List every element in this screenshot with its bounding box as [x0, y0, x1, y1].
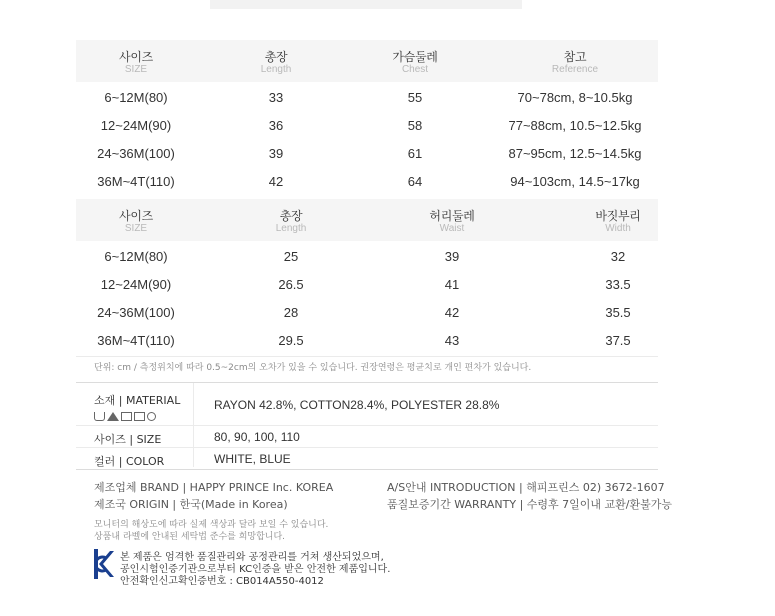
- unit-note: 단위: cm / 측정위치에 따라 0.5~2cm의 오차가 있을 수 있습니다. 권장연령은 평균치로 개인 편차가 있습니다.: [94, 363, 532, 373]
- cell-chest: 58: [407, 118, 423, 133]
- kc-line-1: 본 제품은 엄격한 품질관리와 공정관리를 거쳐 생산되었으며,: [120, 552, 384, 563]
- cell-reference: 77~88cm, 10.5~12.5kg: [508, 118, 642, 133]
- monitor-note: 모니터의 해상도에 따라 실제 색상과 달라 보일 수 있습니다.: [94, 520, 329, 530]
- table-row: [76, 271, 658, 299]
- color-value: WHITE, BLUE: [214, 452, 291, 466]
- table-row: [76, 112, 658, 140]
- table-row: [76, 168, 658, 196]
- divider: [76, 469, 658, 470]
- cell-reference: 87~95cm, 12.5~14.5kg: [508, 146, 642, 161]
- laundry-note: 상품내 라벨에 안내된 세탁법 준수를 희망합니다.: [94, 532, 286, 542]
- cell-length: 39: [268, 146, 284, 161]
- material-label: 소재 | MATERIAL: [94, 394, 181, 407]
- cell-width: 35.5: [605, 305, 631, 320]
- wash-icon: [94, 412, 105, 421]
- origin-info: 제조국 ORIGIN | 한국(Made in Korea): [94, 498, 288, 511]
- header-waist: 허리둘레 Waist: [429, 209, 475, 234]
- cell-chest: 64: [407, 174, 423, 189]
- table-row: [76, 327, 658, 355]
- cell-waist: 42: [444, 305, 460, 320]
- dry-icon: [121, 412, 132, 421]
- cell-reference: 94~103cm, 14.5~17kg: [510, 174, 640, 189]
- as-info: A/S안내 INTRODUCTION | 해피프린스 02) 3672-1607: [387, 481, 665, 494]
- cell-width: 33.5: [605, 277, 631, 292]
- cell-length: 29.5: [278, 333, 304, 348]
- header-size: 사이즈 SIZE: [119, 209, 153, 234]
- header-length: 총장 Length: [260, 50, 292, 75]
- iron-icon: [134, 412, 145, 421]
- bleach-icon: [107, 412, 119, 421]
- cell-length: 42: [268, 174, 284, 189]
- table-row: [76, 84, 658, 112]
- cell-waist: 43: [444, 333, 460, 348]
- header-length: 총장 Length: [275, 209, 307, 234]
- color-label: 컬러 | COLOR: [94, 455, 165, 468]
- cell-length: 36: [268, 118, 284, 133]
- header-size: 사이즈 SIZE: [119, 50, 153, 75]
- warranty-info: 품질보증기간 WARRANTY | 수령후 7일이내 교환/환불가능: [387, 498, 672, 511]
- cell-size: 36M~4T(110): [97, 174, 175, 189]
- cell-size: 36M~4T(110): [97, 333, 175, 348]
- cell-chest: 61: [407, 146, 423, 161]
- cell-size: 24~36M(100): [97, 146, 175, 161]
- divider: [76, 447, 658, 448]
- table-row: [76, 299, 658, 327]
- dryclean-icon: [147, 412, 156, 421]
- kc-line-2: 공인시험인증기관으로부터 KC인증을 받은 안전한 제품입니다.: [120, 564, 391, 575]
- cell-size: 6~12M(80): [104, 90, 168, 105]
- kc-line-3: 안전확인신고확인증번호 : CB014A550-4012: [120, 576, 324, 587]
- brand-info: 제조업체 BRAND | HAPPY PRINCE Inc. KOREA: [94, 481, 334, 494]
- size-label: 사이즈 | SIZE: [94, 433, 162, 446]
- cell-size: 24~36M(100): [97, 305, 175, 320]
- header-width: 바짓부리 Width: [595, 209, 641, 234]
- cell-size: 6~12M(80): [104, 249, 168, 264]
- divider: [76, 356, 658, 357]
- cell-length: 28: [283, 305, 299, 320]
- cell-size: 12~24M(90): [100, 118, 172, 133]
- top-banner-edge: [210, 0, 522, 9]
- cell-waist: 41: [444, 277, 460, 292]
- cell-length: 25: [283, 249, 299, 264]
- cell-chest: 55: [407, 90, 423, 105]
- cell-width: 37.5: [605, 333, 631, 348]
- table-header: [76, 199, 658, 241]
- kc-mark-icon: [94, 549, 114, 579]
- cell-length: 26.5: [278, 277, 304, 292]
- header-chest: 가슴둘레 Chest: [392, 50, 438, 75]
- size-value: 80, 90, 100, 110: [214, 430, 300, 444]
- cell-waist: 39: [444, 249, 460, 264]
- table-row: [76, 140, 658, 168]
- care-icons: [94, 406, 178, 418]
- cell-width: 32: [610, 249, 626, 264]
- divider: [76, 382, 658, 383]
- table-header: [76, 40, 658, 82]
- divider: [76, 425, 658, 426]
- cell-reference: 70~78cm, 8~10.5kg: [517, 90, 633, 105]
- table-row: [76, 243, 658, 271]
- material-value: RAYON 42.8%, COTTON28.4%, POLYESTER 28.8%: [214, 398, 500, 412]
- cell-size: 12~24M(90): [100, 277, 172, 292]
- header-reference: 참고 Reference: [551, 50, 599, 75]
- cell-length: 33: [268, 90, 284, 105]
